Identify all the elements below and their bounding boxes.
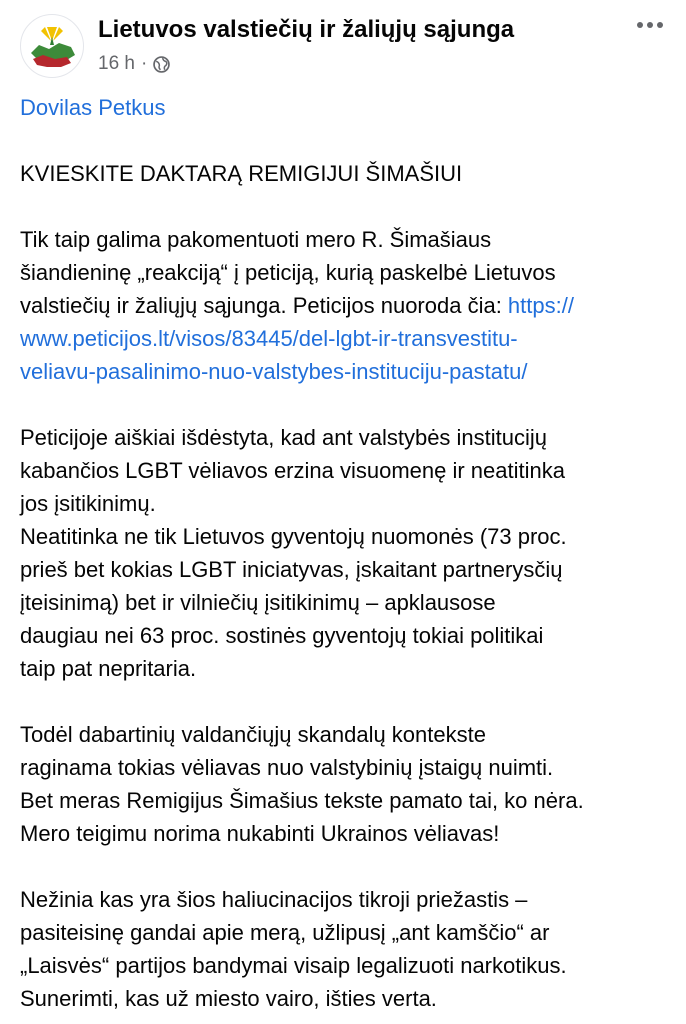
post-line: Nežinia kas yra šios haliucinacijos tikroji priežastis – <box>20 887 528 912</box>
spacer <box>20 190 670 223</box>
post-line-text: valstiečių ir žaliųjų sąjunga. Peticijos nuoroda čia: <box>20 293 508 318</box>
petition-link[interactable]: veliavu-pasalinimo-nuo-valstybes-instituciju-pastatu/ <box>20 359 528 384</box>
more-dot <box>637 22 643 28</box>
post-line: Peticijoje aiškiai išdėstyta, kad ant valstybės institucijų <box>20 425 548 450</box>
post-time[interactable]: 16 h <box>98 53 135 74</box>
petition-link[interactable]: www.peticijos.lt/visos/83445/del-lgbt-ir-transvestitu- <box>20 326 518 351</box>
spacer <box>20 850 670 883</box>
post-line <box>20 289 670 322</box>
post-line: jos įsitikinimų. <box>20 491 156 516</box>
meta-separator: · <box>140 53 148 74</box>
post-line: raginama tokias vėliavas nuo valstybinių įstaigų nuimti. <box>20 755 554 780</box>
post-meta <box>98 53 170 75</box>
post-line: Tik taip galima pakomentuoti mero R. Šimašiaus <box>20 227 492 252</box>
more-dot <box>657 22 663 28</box>
post-line: prieš bet kokias LGBT iniciatyvas, įskaitant partnerysčių <box>20 557 563 582</box>
spacer <box>20 124 670 157</box>
post-line: Todėl dabartinių valdančiųjų skandalų kontekste <box>20 722 486 747</box>
post-line: KVIESKITE DAKTARĄ REMIGIJUI ŠIMAŠIUI <box>20 161 463 186</box>
post-line: pasiteisinę gandai apie merą, užlipusį „ant kamščio“ ar <box>20 920 550 945</box>
post-body <box>20 91 670 1015</box>
post-line: Sunerimti, kas už miesto vairo, išties verta. <box>20 986 437 1011</box>
spacer <box>20 685 670 718</box>
more-dot <box>647 22 653 28</box>
post-line: šiandieninę „reakciją“ į peticiją, kurią paskelbė Lietuvos <box>20 260 556 285</box>
spacer <box>20 388 670 421</box>
party-logo-icon <box>21 15 83 77</box>
post-header <box>0 0 686 86</box>
post-line: „Laisvės“ partijos bandymai visaip legalizuoti narkotikus. <box>20 953 567 978</box>
page-name-link[interactable]: Lietuvos valstiečių ir žaliųjų sąjunga <box>98 16 515 43</box>
post-line: Bet meras Remigijus Šimašius tekste pamato tai, ko nėra. <box>20 788 584 813</box>
post-line: kabančios LGBT vėliavos erzina visuomenę ir neatitinka <box>20 458 565 483</box>
petition-link[interactable]: https:// <box>507 293 574 318</box>
post-line: įteisinimą) bet ir vilniečių įsitikinimų – apklausose <box>20 590 496 615</box>
more-options-button[interactable] <box>630 10 670 40</box>
post-line: Mero teigimu norima nukabinti Ukrainos vėliavas! <box>20 821 500 846</box>
post-line: taip pat nepritaria. <box>20 656 197 681</box>
post-line: daugiau nei 63 proc. sostinės gyventojų tokiai politikai <box>20 623 544 648</box>
tagged-person-link[interactable]: Dovilas Petkus <box>20 95 166 120</box>
post-line: Neatitinka ne tik Lietuvos gyventojų nuomonės (73 proc. <box>20 524 567 549</box>
globe-icon[interactable] <box>153 56 170 73</box>
page-avatar[interactable] <box>20 14 84 78</box>
